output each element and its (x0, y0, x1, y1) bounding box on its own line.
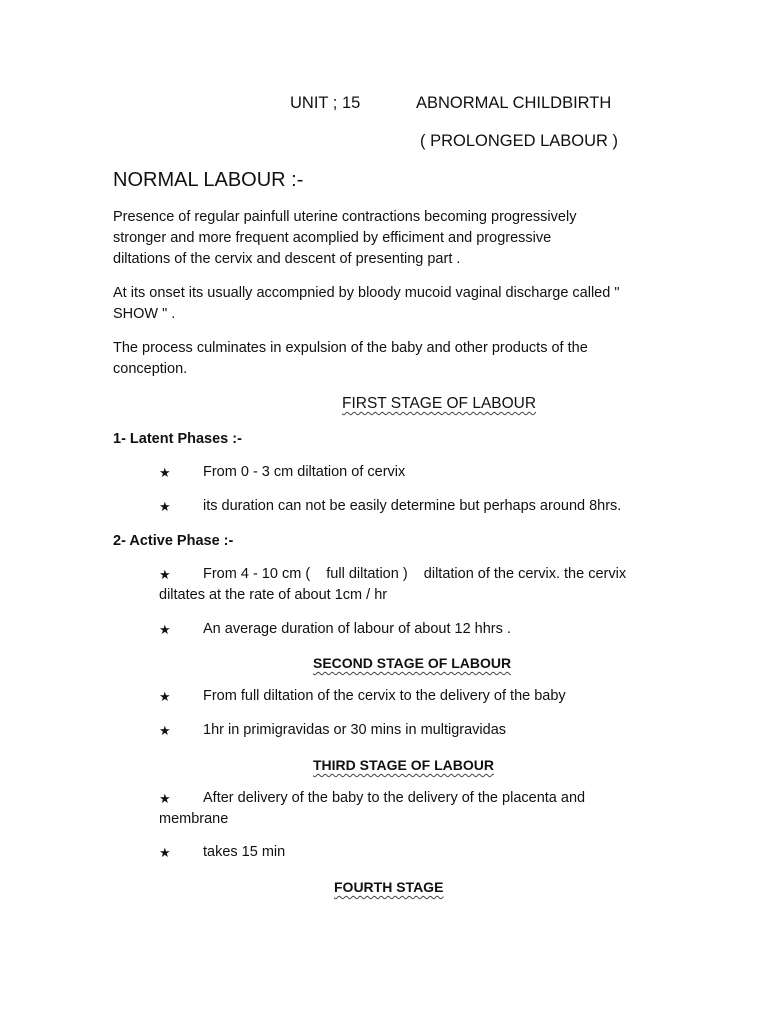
first-stage-heading-text: FIRST STAGE OF LABOUR (342, 395, 537, 412)
paragraph-line: At its onset its usually accompnied by bloody mucoid vaginal discharge called " (113, 285, 620, 301)
section-heading-second-stage (272, 655, 515, 671)
paragraph-line: conception. (113, 361, 188, 377)
star-bullet-icon: ★ (159, 622, 171, 637)
document-title: ABNORMAL CHILDBIRTH (416, 94, 612, 112)
star-bullet-icon: ★ (159, 723, 171, 738)
section-heading-normal-labour: NORMAL LABOUR :- (113, 169, 304, 191)
bullet-text: its duration can not be easily determine but perhaps around 8hrs. (203, 498, 622, 514)
section-heading-fourth-stage (300, 879, 449, 895)
star-bullet-icon: ★ (159, 499, 171, 514)
star-bullet-icon: ★ (159, 465, 171, 480)
unit-number: UNIT ; 15 (290, 94, 361, 112)
star-bullet-icon: ★ (159, 845, 171, 860)
document-subtitle: ( PROLONGED LABOUR ) (420, 132, 619, 150)
fourth-stage-heading-text: FOURTH STAGE (334, 879, 444, 895)
bullet-text-continuation: diltates at the rate of about 1cm / hr (159, 587, 388, 603)
bullet-text-continuation: membrane (159, 811, 229, 827)
paragraph-onset (113, 283, 633, 325)
star-bullet-icon: ★ (159, 791, 171, 806)
bullet-text: From full diltation of the cervix to the delivery of the baby (203, 688, 566, 704)
section-heading-first-stage (300, 395, 542, 413)
paragraph-culmination (113, 338, 633, 380)
paragraph-line: diltations of the cervix and descent of presenting part . (113, 251, 461, 267)
paragraph-line: SHOW " . (113, 306, 176, 322)
paragraph-line: The process culminates in expulsion of the baby and other products of the (113, 340, 588, 356)
latent-phase-label: 1- Latent Phases :- (113, 431, 242, 447)
bullet-text: An average duration of labour of about 12 hhrs . (203, 621, 511, 637)
section-heading-third-stage (313, 757, 500, 773)
bullet-text: From 4 - 10 cm ( full diltation ) diltation of the cervix. the cervix (203, 566, 627, 582)
bullet-text: After delivery of the baby to the delivery of the placenta and (203, 790, 586, 806)
bullet-text: From 0 - 3 cm diltation of cervix (203, 464, 406, 480)
paragraph-line: Presence of regular painfull uterine contractions becoming progressively (113, 209, 577, 225)
star-bullet-icon: ★ (159, 567, 171, 582)
second-stage-heading-text: SECOND STAGE OF LABOUR (313, 655, 512, 671)
star-bullet-icon: ★ (159, 689, 171, 704)
third-stage-heading-text: THIRD STAGE OF LABOUR (313, 757, 494, 773)
bullet-text: 1hr in primigravidas or 30 mins in multigravidas (203, 722, 507, 738)
active-phase-label: 2- Active Phase :- (113, 533, 234, 549)
paragraph-definition (113, 207, 633, 270)
bullet-text: takes 15 min (203, 844, 286, 860)
paragraph-line: stronger and more frequent acomplied by efficiment and progressive (113, 230, 552, 246)
